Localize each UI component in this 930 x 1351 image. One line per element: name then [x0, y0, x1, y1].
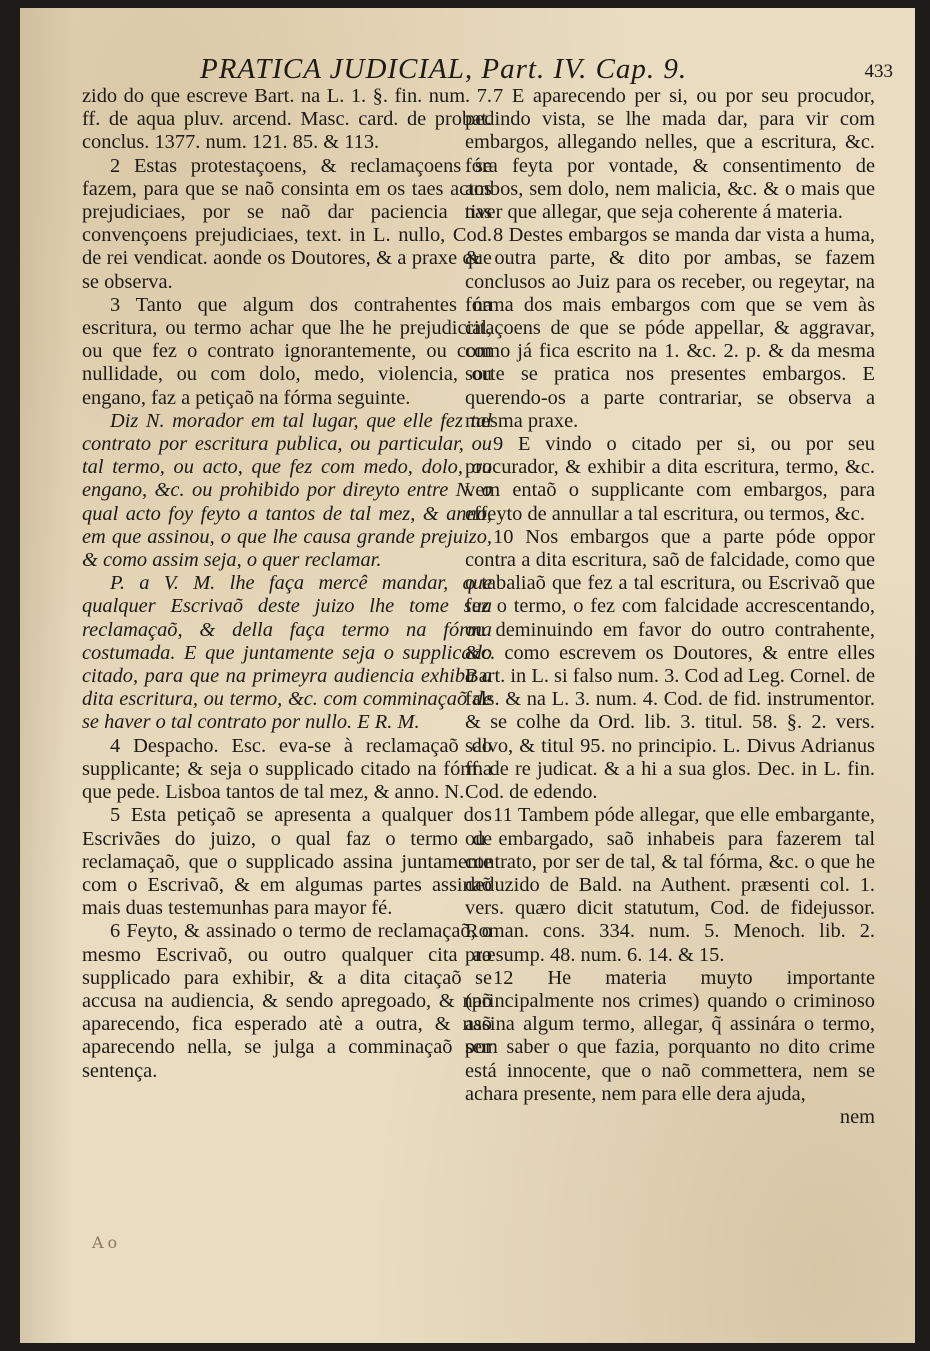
paragraph: 10 Nos embargos que a parte póde oppor contra a dita escritura, saõ de falcidade, como que o tabaliaõ que fez a tal escritura, ou Escrivaõ que fez o termo, o fez com falcidade accrescentando, ou deminuindo em favor do outro contrahente, &c. como escrevem os Doutores, & entre elles Bart. in L. si falso num. 3. Cod ad Leg. Cornel. de fals. & na L. 3. num. 4. Cod. de fid. instrumentor. & se colhe da Ord. lib. 3. titul. 58. §. 2. vers. salvo, & titul 95. no principio. L. Divus Adrianus ff. de re judicat. & a hi a sua glos. Dec. in L. fin. Cod. de edendo.	[465, 525, 875, 804]
petition-request: P. a V. M. lhe faça mercê mandar, que qualquer Escrivaõ deste juizo lhe tome sua reclamaçaõ, & della faça termo na fórma costumada. E que juntamente seja o supplicado citado, para que na primeyra audiencia exhiba a dita escritura, ou termo, &c. com comminaçaõ de se haver o tal contrato por nullo. E R. M.	[82, 572, 492, 734]
paragraph: 12 He materia muyto importante (principalmente nos crimes) quando o criminoso assina algum termo, allegar, q̃ assinára o termo, sem saber o que fazia, porquanto no dito crime está innocente, que o naõ commettera, nem se achara presente, nem para elle dera ajuda,	[465, 966, 875, 1105]
paragraph: 2 Estas protestaçoens, & reclamaçoens se fazem, para que se naõ consinta em os taes actos prejudiciaes, por se naõ dar paciencia nas convençoens prejudiciaes, text. in L. nullo, Cod. de rei vendicat. aonde os Doutores, & a praxe que se observa.	[82, 154, 492, 293]
page-header	[20, 53, 915, 87]
paragraph: 4 Despacho. Esc. eva-se à reclamaçaõ do supplicante; & seja o supplicado citado na fórma que pede. Lisboa tantos de tal mez, & anno. N.	[82, 734, 492, 804]
petition-text: Diz N. morador em tal lugar, que elle fez tal contrato por escritura publica, ou particular, ou tal termo, ou acto, que fez com medo, dolo, ou engano, &c. ou prohibido por direyto entre N. o qual acto foy feyto a tantos de tal mez, & anno, em que assinou, o que lhe causa grande prejuizo, & como assim seja, o quer reclamar.	[82, 409, 492, 572]
book-page	[20, 8, 915, 1343]
right-column	[465, 85, 875, 1129]
paragraph: 6 Feyto, & assinado o termo de reclamaçaõ, o mesmo Escrivaõ, ou outro qualquer cita ao supplicado para exhibir, & a dita citaçaõ se accusa na audiencia, & sendo apregoado, & naõ aparecendo, fica esperado atè a outra, & naõ aparecendo nella, se julga a comminaçaõ por sentença.	[82, 920, 492, 1082]
catchword: nem	[839, 1105, 875, 1128]
left-column	[82, 85, 492, 1083]
running-head: PRATICA JUDICIAL, Part. IV. Cap. 9.	[200, 53, 688, 85]
paragraph: 5 Esta petiçaõ se apresenta a qualquer dos Escrivães do juizo, o qual faz o termo de reclamaçaõ, que o supplicado assina juntamente com o Escrivaõ, & em algumas partes assinaõ mais duas testemunhas para mayor fé.	[82, 804, 492, 920]
paragraph: 9 E vindo o citado per si, ou por seu procurador, & exhibir a dita escritura, termo, &c. vem entaõ o supplicante com embargos, para effeyto de annullar a tal escritura, ou termos, &c.	[465, 433, 875, 525]
page-number: 433	[864, 61, 893, 82]
signature-mark: Ao	[92, 1233, 122, 1252]
paragraph: 11 Tambem póde allegar, que elle embargante, ou embargado, saõ inhabeis para fazerem tal contrato, por ser de tal, & tal fórma, &c. o que he deduzido de Bald. na Authent. præsenti col. 1. vers. quæro dicit statutum, Cod. de fidejussor. Roman. cons. 334. num. 5. Menoch. lib. 2. præsump. 48. num. 6. 14. & 15.	[465, 804, 875, 966]
paragraph: zido do que escreve Bart. na L. 1. §. fin. num. 7. ff. de aqua pluv. arcend. Masc. card. de probat. conclus. 1377. num. 121. 85. & 113.	[82, 85, 492, 154]
paragraph: 3 Tanto que algum dos contrahentes na escritura, ou termo achar que lhe he prejudicial, ou que fez o contrato ignorantemente, ou com nullidade, ou com dolo, medo, violencia, ou engano, faz a petiçaõ na fórma seguinte.	[82, 293, 492, 409]
paragraph: 8 Destes embargos se manda dar vista a huma, & outra parte, & dito por ambas, se fazem conclusos ao Juiz para os receber, ou regeytar, na fórma dos mais embargos com que se vem às citaçoens de que se póde appellar, & aggravar, como já fica escrito na 1. &c. 2. p. & da mesma sorte se pratica nos presentes embargos. E querendo-os a parte contrariar, se observa a mesma praxe.	[465, 224, 875, 432]
paragraph: 7 E aparecendo per si, ou por seu procudor, pedindo vista, se lhe mada dar, para vir com embargos, allegando nelles, que a escritura, &c. fóra feyta por vontade, & consentimento de ambos, sem dolo, nem malicia, &c. & o mais que tiver que allegar, que seja coherente á materia.	[465, 85, 875, 224]
